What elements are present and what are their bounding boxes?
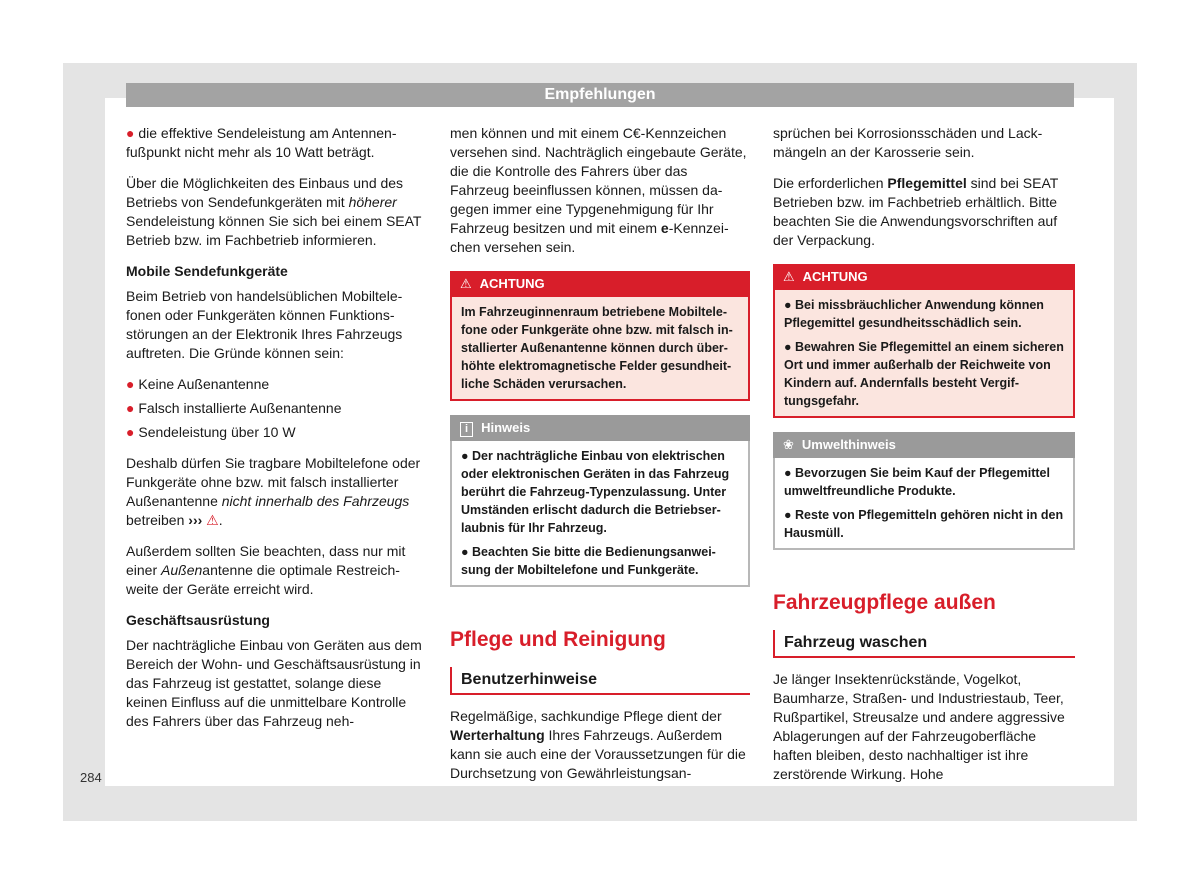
warning-triangle-icon[interactable]: ⚠ — [206, 512, 219, 528]
warning-box-header: ⚠ ACHTUNG — [450, 271, 750, 297]
list-item: ● Sendeleistung über 10 W — [126, 424, 296, 440]
reference-arrow[interactable]: ››› — [188, 512, 203, 528]
hint-item: ● Beachten Sie bitte die Bedienungsanweisung der Mobiltelefone und Funkgeräte. — [461, 545, 716, 577]
paragraph-antenna-power: ● die effektive Sendeleistung am Antennenfußpunkt nicht mehr als 10 Watt beträgt. — [126, 125, 397, 160]
column-3 — [773, 124, 1075, 796]
flower-icon: ❀ — [783, 437, 794, 452]
warning-box — [773, 264, 1075, 418]
section-title-exterior-care: Fahrzeugpflege außen — [773, 591, 996, 614]
warning-triangle-icon: ⚠ — [783, 269, 795, 284]
heading-business-equipment: Geschäftsausrüstung — [126, 612, 270, 628]
paragraph-no-operation: Deshalb dürfen Sie tragbare Mobiltelefone oder Funkgeräte ohne bzw. mit falsch installierter Außenantenne nicht innerhalb des Fahrzeugs betreiben ››› ⚠. — [126, 455, 421, 528]
environment-item: ● Reste von Pflegemitteln gehören nicht in den Hausmüll. — [784, 508, 1064, 540]
warning-box-header: ⚠ ACHTUNG — [773, 264, 1075, 290]
bullet-icon: ● — [126, 125, 135, 141]
paragraph-mobile-devices: Beim Betrieb von handelsüblichen Mobiltelefonen oder Funkgeräten können Funktionsstörungen an der Elektronik Ihres Fahrzeugs auftreten. Die Gründe können sein: — [126, 288, 403, 361]
warning-box — [450, 271, 750, 401]
paragraph-car-wash: Je länger Insektenrückstände, Vogelkot, Baumharze, Straßen- und Industriestaub, Teer, Rußpartikel, Streusalze und andere aggressive Ablagerungen auf der Fahrzeugoberfläche haften bleiben, desto nachhaltiger ist ihre zerstörende Wirkung. Hohe — [773, 671, 1065, 782]
info-icon: i — [460, 422, 473, 437]
subsection-title-car-wash: Fahrzeug waschen — [773, 630, 1075, 658]
list-item: ● Falsch installierte Außenantenne — [126, 400, 342, 416]
bullet-icon: ● — [126, 376, 135, 392]
paragraph-outer-antenna: Außerdem sollten Sie beachten, dass nur mit einer Außenantenne die optimale Restreichweite der Geräte erreicht wird. — [126, 543, 406, 597]
hint-box-header: i Hinweis — [450, 415, 750, 441]
warning-item: ● Bewahren Sie Pflegemittel an einem sicheren Ort und immer außerhalb der Reichweite von Kindern auf. Andernfalls besteht Vergiftungsgefahr. — [784, 340, 1064, 408]
paragraph-corrosion: sprüchen bei Korrosionsschäden und Lackmängeln an der Karosserie sein. — [773, 125, 1043, 160]
heading-mobile-devices: Mobile Sendefunkgeräte — [126, 263, 288, 279]
environment-box-header: ❀ Umwelthinweis — [773, 432, 1075, 458]
paragraph-care-products: Die erforderlichen Pflegemittel sind bei SEAT Betrieben bzw. im Fachbetrieb erhältlich. Bitte beachten Sie die Anwendungsvorschriften auf der Verpackung. — [773, 175, 1059, 248]
paragraph-care: Regelmäßige, sachkundige Pflege dient der Werterhaltung Ihres Fahrzeugs. Außerdem kann sie auch eine der Voraussetzungen für die Durchsetzung von Gewährleistungsan- — [450, 708, 746, 781]
reasons-list — [126, 375, 424, 442]
warning-triangle-icon: ⚠ — [460, 276, 472, 291]
ce-mark-icon: C€ — [622, 125, 641, 141]
section-title-care: Pflege und Reinigung — [450, 628, 666, 651]
hint-box — [450, 415, 750, 587]
environment-box-body — [773, 458, 1075, 550]
environment-item: ● Bevorzugen Sie beim Kauf der Pflegemittel umweltfreundliche Produkte. — [784, 466, 1050, 498]
page-number: 284 — [80, 770, 102, 785]
environment-box — [773, 432, 1075, 550]
warning-box-text: Im Fahrzeuginnenraum betriebene Mobiltelefone oder Funkgeräte ohne bzw. mit falsch installierter Außenantenne können durch überhöhte elektromagnetische Felder gesundheitliche Schäden verursachen. — [450, 297, 750, 401]
column-2 — [450, 124, 750, 795]
bullet-icon: ● — [126, 400, 135, 416]
subsection-title-user-notes: Benutzerhinweise — [450, 667, 750, 695]
warning-item: ● Bei missbräuchlicher Anwendung können Pflegemittel gesundheitsschädlich sein. — [784, 298, 1044, 330]
hint-box-body — [450, 441, 750, 587]
bullet-icon: ● — [126, 424, 135, 440]
paragraph-installation-info: Über die Möglichkeiten des Einbaus und des Betriebs von Sendefunkgeräten mit höherer Sendeleistung können Sie sich bei einem SEAT Betrieb bzw. im Fachbetrieb informieren. — [126, 175, 422, 248]
list-item: ● Keine Außenantenne — [126, 376, 270, 392]
section-header: Empfehlungen — [126, 83, 1074, 107]
column-1 — [126, 124, 424, 743]
warning-box-body — [773, 290, 1075, 418]
paragraph-ce-marking: men können und mit einem C€-Kennzeichen versehen sind. Nachträglich eingebaute Geräte, die die Kontrolle des Fahrers über das Fahrzeug beeinflussen können, müssen dagegen immer eine Typgenehmigung für Ihr Fahrzeug besitzen und mit einem e-Kennzeichen versehen sein. — [450, 125, 747, 255]
hint-item: ● Der nachträgliche Einbau von elektrischen oder elektronischen Geräten in das Fahrzeug berührt die Fahrzeug-Typenzulassung. Unter Umständen erlischt dadurch die Betriebserlaubnis für Ihr Fahrzeug. — [461, 449, 730, 535]
paragraph-business-equipment: Der nachträgliche Einbau von Geräten aus dem Bereich der Wohn- und Geschäftsausrüstung in das Fahrzeug ist gestattet, solange diese keinen Einfluss auf die unmittelbare Kontrolle des Fahrers über das Fahrzeug neh- — [126, 637, 422, 729]
